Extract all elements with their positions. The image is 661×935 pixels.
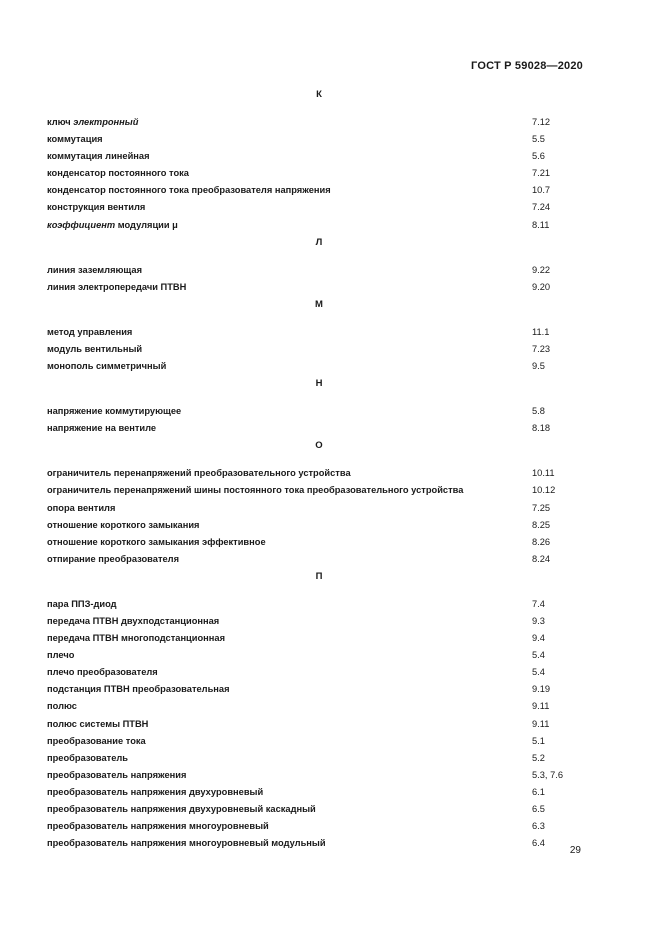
section-letter: [47, 298, 587, 312]
index-section: [47, 439, 587, 568]
index-entry: [47, 681, 587, 698]
entry-reference: 5.5: [532, 134, 545, 145]
entry-term-italic: электронный: [73, 117, 139, 127]
entry-term: [47, 801, 316, 818]
entry-reference: 8.24: [532, 553, 551, 564]
index-entry: [47, 596, 587, 613]
entry-term: [47, 647, 74, 664]
section-letter-text: М: [315, 298, 323, 310]
entry-term-text: передача ПТВН многоподстанционная: [47, 633, 225, 644]
entry-term: [47, 165, 189, 182]
index-entry: [47, 262, 587, 279]
index-entry: [47, 698, 587, 715]
standard-code: ГОСТ Р 59028—2020: [471, 60, 583, 72]
index-section: [47, 298, 587, 375]
entry-term-text: преобразователь: [47, 752, 129, 763]
entry-term-text: передача ПТВН двухподстанционная: [47, 615, 220, 626]
entry-term: [47, 199, 145, 216]
entry-reference: 10.7: [532, 185, 551, 196]
entry-reference: 7.21: [532, 168, 551, 179]
index-entry: [47, 403, 587, 420]
entry-term: [47, 279, 186, 296]
entry-term: [47, 551, 179, 568]
index-section: [47, 236, 587, 296]
section-letter-text: О: [315, 440, 323, 452]
index-entry: [47, 733, 587, 750]
entry-reference: 8.25: [532, 519, 551, 530]
entry-reference: 6.5: [532, 804, 545, 814]
entry-term: [47, 698, 77, 715]
entry-reference: 6.1: [532, 786, 545, 797]
entry-term-text: подстанция ПТВН преобразовательная: [47, 684, 230, 695]
index-entry: [47, 131, 587, 148]
entry-term-text: линия электропередачи ПТВН: [47, 281, 187, 292]
entry-term: [47, 835, 326, 852]
entry-term-text: ключ: [47, 117, 74, 127]
index-entry: [47, 199, 587, 216]
entry-term: [47, 613, 219, 630]
index-entry: [47, 630, 587, 647]
entry-term-text: конденсатор постоянного тока преобразователя напряжения: [47, 185, 331, 196]
entry-term: [47, 114, 138, 131]
entry-term-text: преобразователь напряжения двухуровневый: [47, 786, 264, 797]
section-letter-text: П: [315, 570, 323, 582]
page-number: 29: [569, 845, 581, 856]
entry-term-text: модуляции μ: [115, 219, 178, 230]
entry-reference: 5.1: [532, 735, 545, 746]
index-entry: [47, 217, 587, 234]
entry-term: [47, 784, 263, 801]
entry-reference: 5.4: [532, 667, 545, 678]
index-entry: [47, 517, 587, 534]
index-section: [47, 570, 587, 852]
entry-reference: 5.4: [532, 650, 545, 661]
entry-term: [47, 500, 115, 517]
entry-term-text: преобразователь напряжения: [47, 769, 187, 780]
entry-term-text: линия заземляющая: [47, 264, 142, 275]
index-entry: [47, 784, 587, 801]
entry-term: [47, 534, 266, 551]
index-entry: [47, 835, 587, 852]
entry-term: [47, 262, 142, 279]
entry-reference: 7.12: [532, 117, 551, 127]
entry-term: [47, 681, 230, 698]
entry-term-text: коммутация линейная: [47, 151, 150, 162]
index-entry: [47, 465, 587, 482]
entry-reference: 8.11: [532, 219, 550, 230]
entry-term-text: ограничитель перенапряжений преобразовательного устройства: [47, 468, 351, 479]
entry-term: [47, 420, 156, 437]
entry-term: [47, 767, 186, 784]
entry-term-text: отпирание преобразователя: [47, 553, 179, 564]
entry-term: [47, 818, 269, 835]
entry-term-text: конденсатор постоянного тока: [47, 168, 189, 179]
entry-term: [47, 465, 351, 482]
entry-term-text: плечо преобразователя: [47, 667, 158, 678]
index-entry: [47, 818, 587, 835]
entry-term: [47, 733, 146, 750]
index-entry: [47, 182, 587, 199]
index-entry: [47, 647, 587, 664]
index-entry: [47, 551, 587, 568]
entry-term-text: монополь симметричный: [47, 361, 167, 372]
entry-reference: 9.3: [532, 615, 545, 626]
entry-reference: 6.3: [532, 821, 545, 832]
entry-term-text: метод управления: [47, 326, 133, 337]
entry-reference: 8.18: [532, 423, 551, 434]
index-entry: [47, 613, 587, 630]
entry-term-text: преобразователь напряжения двухуровневый каскадный: [47, 804, 316, 814]
entry-term-text: модуль вентильный: [47, 343, 143, 354]
entry-reference: 8.26: [532, 536, 551, 547]
entry-reference: 5.2: [532, 752, 545, 763]
entry-term: [47, 750, 128, 767]
section-letter-text: Л: [315, 236, 323, 248]
entry-term-text: преобразование тока: [47, 735, 146, 746]
entry-term: [47, 131, 103, 148]
entry-reference: 10.12: [532, 485, 556, 496]
entry-term-italic: коэффициент: [47, 219, 116, 230]
entry-reference: 7.25: [532, 502, 551, 513]
index-entry: [47, 341, 587, 358]
section-letter: [47, 236, 587, 250]
entry-term-text: преобразователь напряжения многоуровневый: [47, 821, 269, 832]
alphabetical-index: [47, 88, 587, 854]
entry-reference: 5.6: [532, 151, 545, 162]
index-entry: [47, 500, 587, 517]
index-section: [47, 377, 587, 437]
entry-term-text: коммутация: [47, 134, 103, 145]
entry-term-text: конструкция вентиля: [47, 202, 146, 213]
entry-term: [47, 358, 166, 375]
entry-term: [47, 182, 331, 199]
entry-term-text: напряжение на вентиле: [47, 423, 157, 434]
section-letter-text: Н: [315, 378, 323, 390]
index-section: [47, 88, 587, 234]
index-entry: [47, 801, 587, 818]
entry-reference: 9.5: [532, 361, 545, 372]
entry-reference: 7.4: [532, 598, 545, 609]
entry-term: [47, 341, 142, 358]
section-letter: [47, 377, 587, 391]
entry-term: [47, 148, 150, 165]
index-entry: [47, 148, 587, 165]
entry-term-text: полюс системы ПТВН: [47, 718, 149, 729]
entry-term: [47, 324, 132, 341]
entry-reference: 9.19: [532, 684, 551, 695]
section-letter: [47, 88, 587, 102]
index-entry: [47, 420, 587, 437]
entry-term: [47, 403, 181, 420]
entry-reference: 10.11: [532, 468, 555, 479]
entry-term: [47, 630, 225, 647]
index-entry: [47, 534, 587, 551]
entry-term: [47, 664, 158, 681]
entry-reference: 9.20: [532, 281, 551, 292]
entry-term-text: отношение короткого замыкания эффективное: [47, 536, 266, 547]
index-entry: [47, 165, 587, 182]
section-letter-text: К: [316, 89, 322, 100]
section-letter: [47, 439, 587, 453]
index-entry: [47, 114, 587, 131]
entry-reference: 9.11: [532, 701, 550, 712]
entry-term-text: плечо: [47, 650, 75, 661]
entry-reference: 9.4: [532, 633, 545, 644]
index-entry: [47, 664, 587, 681]
entry-term-text: ограничитель перенапряжений шины постоянного тока преобразовательного устройства: [47, 485, 464, 496]
entry-term: [47, 596, 117, 613]
entry-reference: 9.22: [532, 264, 551, 275]
entry-term-text: полюс: [47, 701, 77, 712]
index-entry: [47, 750, 587, 767]
entry-reference: 5.8: [532, 406, 545, 417]
entry-term: [47, 716, 148, 733]
entry-reference: 7.23: [532, 343, 551, 354]
entry-term-text: преобразователь напряжения многоуровневый модульный: [47, 838, 326, 849]
index-entry: [47, 279, 587, 296]
entry-reference: 11.1: [532, 326, 550, 337]
entry-reference: 7.24: [532, 202, 551, 213]
index-entry: [47, 716, 587, 733]
entry-term-text: пара ППЗ-диод: [47, 598, 117, 609]
section-letter: [47, 570, 587, 584]
entry-term: [47, 217, 178, 234]
index-entry: [47, 482, 587, 499]
entry-reference: 9.11: [532, 718, 550, 729]
index-entry: [47, 324, 587, 341]
entry-reference: 6.4: [532, 838, 545, 849]
entry-term-text: напряжение коммутирующее: [47, 406, 182, 417]
entry-reference: 5.3, 7.6: [532, 769, 564, 780]
entry-term: [47, 517, 199, 534]
index-entry: [47, 767, 587, 784]
index-entry: [47, 358, 587, 375]
entry-term: [47, 482, 463, 499]
entry-term-text: отношение короткого замыкания: [47, 519, 200, 530]
entry-term-text: опора вентиля: [47, 502, 116, 513]
